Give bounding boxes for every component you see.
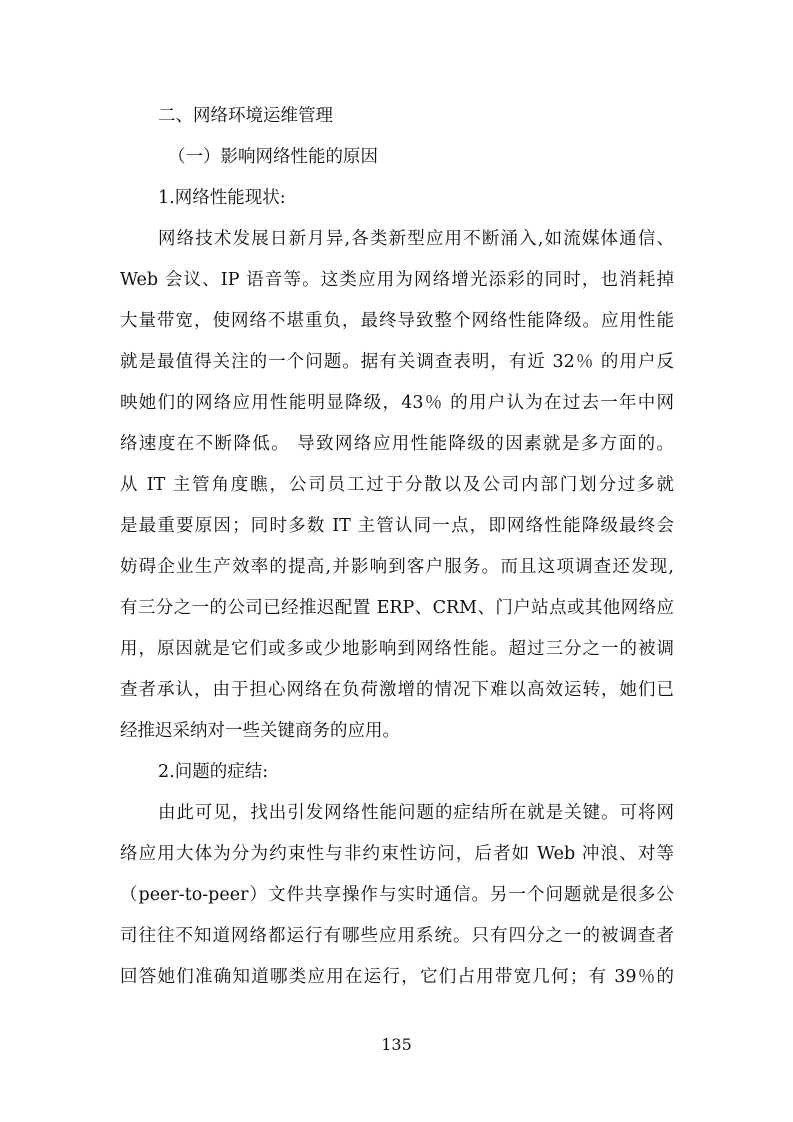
paragraph2-line: 络应用大体为分为约束性与非约束性访问，后者如 Web 冲浪、对等 bbox=[120, 844, 674, 864]
paragraph1-line: 妨碍企业生产效率的提高,并影响到客户服务。而且这项调查还发现, bbox=[120, 557, 674, 577]
item2-heading: 2.问题的症结: bbox=[158, 762, 269, 782]
paragraph2-line: 回答她们准确知道哪类应用在运行，它们占用带宽几何；有 39％的 bbox=[120, 967, 674, 987]
section-heading: 二、网络环境运维管理 bbox=[158, 106, 333, 126]
paragraph2-line: （peer-to-peer）文件共享操作与实时通信。另一个问题就是很多公 bbox=[120, 885, 674, 905]
paragraph1-line: 映她们的网络应用性能明显降级，43％ 的用户认为在过去一年中网 bbox=[120, 393, 674, 413]
page-number: 135 bbox=[381, 1035, 412, 1054]
paragraph1-line: 有三分之一的公司已经推迟配置 ERP、CRM、门户站点或其他网络应 bbox=[120, 598, 674, 618]
paragraph1-line: 从 IT 主管角度瞧，公司员工过于分散以及公司内部门划分过多就 bbox=[120, 475, 674, 495]
page-content bbox=[120, 96, 674, 998]
paragraph1-line: 就是最值得关注的一个问题。据有关调查表明，有近 32％ 的用户反 bbox=[120, 352, 674, 372]
paragraph2-line: 由此可见，找出引发网络性能问题的症结所在就是关键。可将网 bbox=[158, 803, 674, 823]
paragraph1-line: 是最重要原因；同时多数 IT 主管认同一点，即网络性能降级最终会 bbox=[120, 516, 674, 536]
paragraph2-line: 司往往不知道网络都运行有哪些应用系统。只有四分之一的被调查者 bbox=[120, 926, 674, 946]
subsection-heading: （一）影响网络性能的原因 bbox=[168, 147, 378, 167]
paragraph1-line: 大量带宽，使网络不堪重负，最终导致整个网络性能降级。应用性能 bbox=[120, 311, 674, 331]
item1-heading: 1.网络性能现状: bbox=[158, 188, 286, 208]
paragraph1-line: 用，原因就是它们或多或少地影响到网络性能。超过三分之一的被调 bbox=[120, 639, 674, 659]
paragraph1-line: 网络技术发展日新月异,各类新型应用不断涌入,如流媒体通信、 bbox=[158, 229, 674, 249]
paragraph1-line: 络速度在不断降低。 导致网络应用性能降级的因素就是多方面的。 bbox=[120, 434, 674, 454]
paragraph1-line: 查者承认，由于担心网络在负荷激增的情况下难以高效运转，她们已 bbox=[120, 680, 674, 700]
paragraph1-line: 经推迟采纳对一些关键商务的应用。 bbox=[120, 721, 400, 741]
paragraph1-line: Web 会议、IP 语音等。这类应用为网络增光添彩的同时，也消耗掉 bbox=[120, 270, 674, 290]
